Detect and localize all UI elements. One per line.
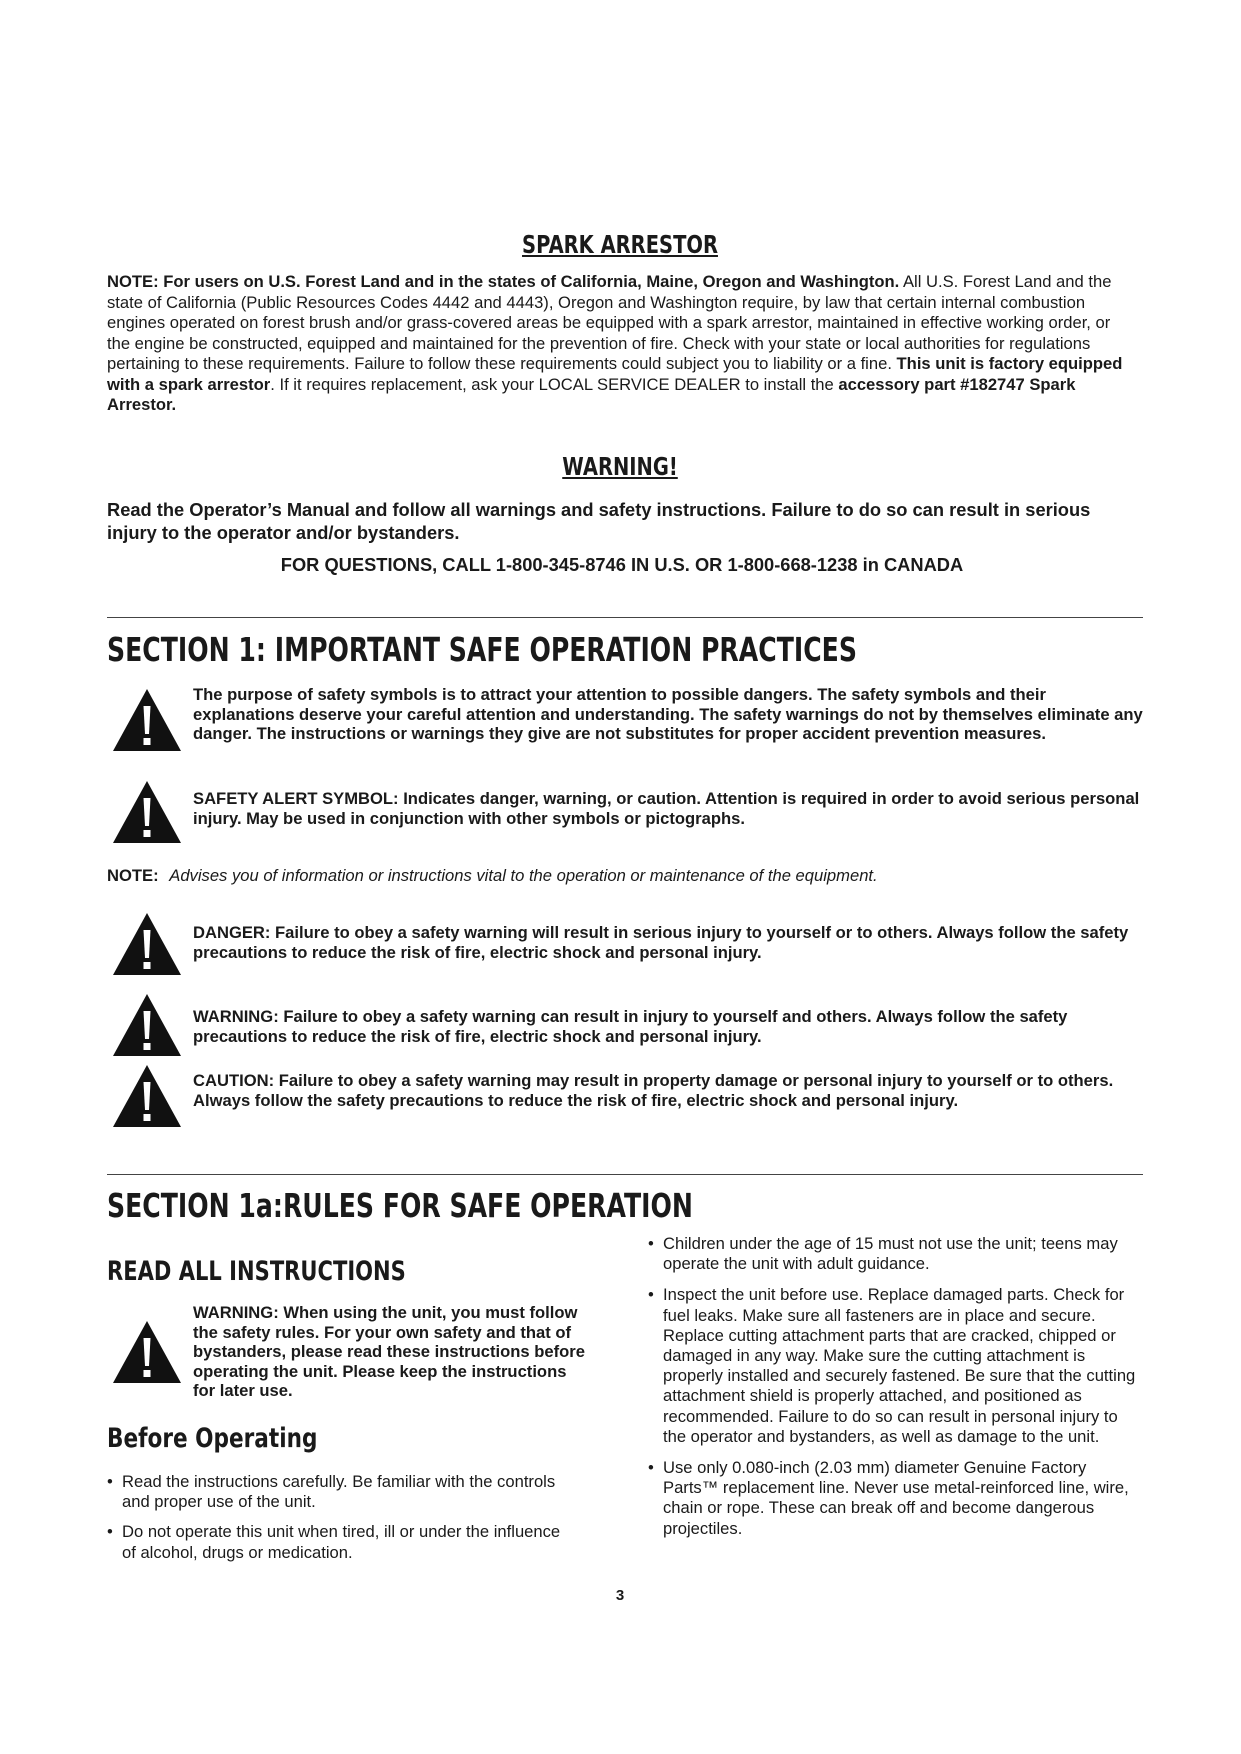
bullet-text: Children under the age of 15 must not use the unit; teens may operate the unit with adult guidance. [663,1234,1118,1274]
list-item: • Do not operate this unit when tired, ill or under the influence of alcohol, drugs or medication. [107,1522,561,1562]
bullet-text: Use only 0.080-inch (2.03 mm) diameter Genuine Factory Parts™ replacement line. Never use metal-reinforced line, wire, chain or rope. These can break off and become dangerous projectiles. [663,1458,1129,1538]
spark-note-text: All U.S. Forest Land and the state of California (Public Resources Codes 4442 and 4443), Oregon and Washington require, by law that certain internal combustion engines operated on forest brush and/or grass-covered areas be equipped with a spark arrestor, maintained in effective working order, or the engine be constructed, equipped and maintained for the prevention of fire. Check with your state or local authorities for regulations pertaining to these requirements. Failure to follow these requirements could subject you to liability or a fine. [107,272,1112,373]
section1a-heading: SECTION 1a:RULES FOR SAFE OPERATION [107,1186,693,1225]
before-operating-heading: Before Operating [107,1423,318,1454]
bullet-text: Read the instructions carefully. Be familiar with the controls and proper use of the unit. [122,1472,556,1512]
list-item: • Read the instructions carefully. Be familiar with the controls and proper use of the unit. [107,1472,556,1512]
read-instructions-heading: READ ALL INSTRUCTIONS [107,1256,406,1287]
bullet-text: Do not operate this unit when tired, ill or under the influence of alcohol, drugs or medication. [122,1522,561,1562]
safety-purpose-text: The purpose of safety symbols is to attract your attention to possible dangers. The safety symbols and their explanations deserve your careful attention and understanding. The safety warnings do not by themselves eliminate any danger. The instructions or warnings they give are not substitutes for proper accident prevention measures. [193,685,1143,744]
symbols-note [107,866,1137,886]
spark-arrestor-heading: SPARK ARRESTOR [522,230,718,259]
warning-triangle-icon [112,780,182,844]
warning-triangle-icon [112,1320,182,1384]
spark-arrestor-note [107,272,1137,416]
warning-triangle-icon [112,688,182,752]
spark-note-bold: NOTE: For users on U.S. Forest Land and in the states of California, Maine, Oregon and Washington. [107,272,900,291]
danger-text: DANGER: Failure to obey a safety warning will result in serious injury to yourself or to others. Always follow the safety precautions to reduce the risk of fire, electric shock and personal injury. [193,923,1129,962]
spark-replace-text: . If it requires replacement, ask your LOCAL SERVICE DEALER to install the [270,374,839,394]
note-label: NOTE: [107,866,159,885]
right-bullet-list [648,1234,1143,1539]
warning-level-text: WARNING: Failure to obey a safety warning can result in injury to yourself and others. Always follow the safety precautions to reduce the risk of fire, electric shock and personal injury. [193,1007,1068,1046]
bullet-text: Inspect the unit before use. Replace damaged parts. Check for fuel leaks. Make sure all fasteners are in place and secure. Replace cutting attachment parts that are cracked, chipped or damaged in any way. Make sure the cutting attachment is properly installed and securely fastened. Be sure that the cutting attachment shield is properly attached, and positioned as recommended. Failure to do so can result in personal injury to the operator and bystanders, as well as damage to the unit. [663,1285,1136,1446]
list-item: • Use only 0.080-inch (2.03 mm) diameter Genuine Factory Parts™ replacement line. Never use metal-reinforced line, wire, chain or rope. These can break off and become dangerous projectiles. [648,1458,1129,1538]
page-number: 3 [615,1587,625,1604]
divider [107,617,1143,618]
divider [107,1174,1143,1175]
note-text: Advises you of information or instructions vital to the operation or maintenance of the equipment. [169,866,878,885]
section1-heading: SECTION 1: IMPORTANT SAFE OPERATION PRACTICES [107,630,857,669]
spark-factory-bold: This unit is factory equipped with a spark arrestor [107,354,1123,394]
safety-alert-text: SAFETY ALERT SYMBOL: Indicates danger, warning, or caution. Attention is required in order to avoid serious personal injury. May be used in conjunction with other symbols or pictographs. [193,789,1140,828]
warning-triangle-icon [112,993,182,1057]
read-instructions-warning: WARNING: When using the unit, you must follow the safety rules. For your own safety and that of bystanders, please read these instructions before operating the unit. Please keep the instructions for later use. [193,1303,585,1401]
list-item: • Inspect the unit before use. Replace damaged parts. Check for fuel leaks. Make sure all fasteners are in place and secure. Replace cutting attachment parts that are cracked, chipped or damaged in any way. Make sure the cutting attachment is properly installed and securely fastened. Be sure that the cutting attachment shield is properly attached, and positioned as recommended. Failure to do so can result in personal injury to the operator and bystanders, as well as damage to the unit. [648,1285,1136,1446]
warning-triangle-icon [112,1064,182,1128]
spark-part-bold: accessory part #182747 Spark Arrestor. [107,374,1076,414]
warning-text: Read the Operator’s Manual and follow all warnings and safety instructions. Failure to do so can result in serious injury to the operator and/or bystanders. [107,499,1091,543]
warning-heading: WARNING! [562,452,678,481]
caution-text: CAUTION: Failure to obey a safety warning may result in property damage or personal injury to yourself or to others. Always follow the safety precautions to reduce the risk of fire, electric shock and personal injury. [193,1071,1114,1110]
left-bullet-list [107,1472,567,1563]
warning-triangle-icon [112,912,182,976]
phone-numbers: FOR QUESTIONS, CALL 1-800-345-8746 IN U.S. OR 1-800-668-1238 in CANADA [280,554,964,575]
list-item: • Children under the age of 15 must not use the unit; teens may operate the unit with adult guidance. [648,1234,1118,1274]
